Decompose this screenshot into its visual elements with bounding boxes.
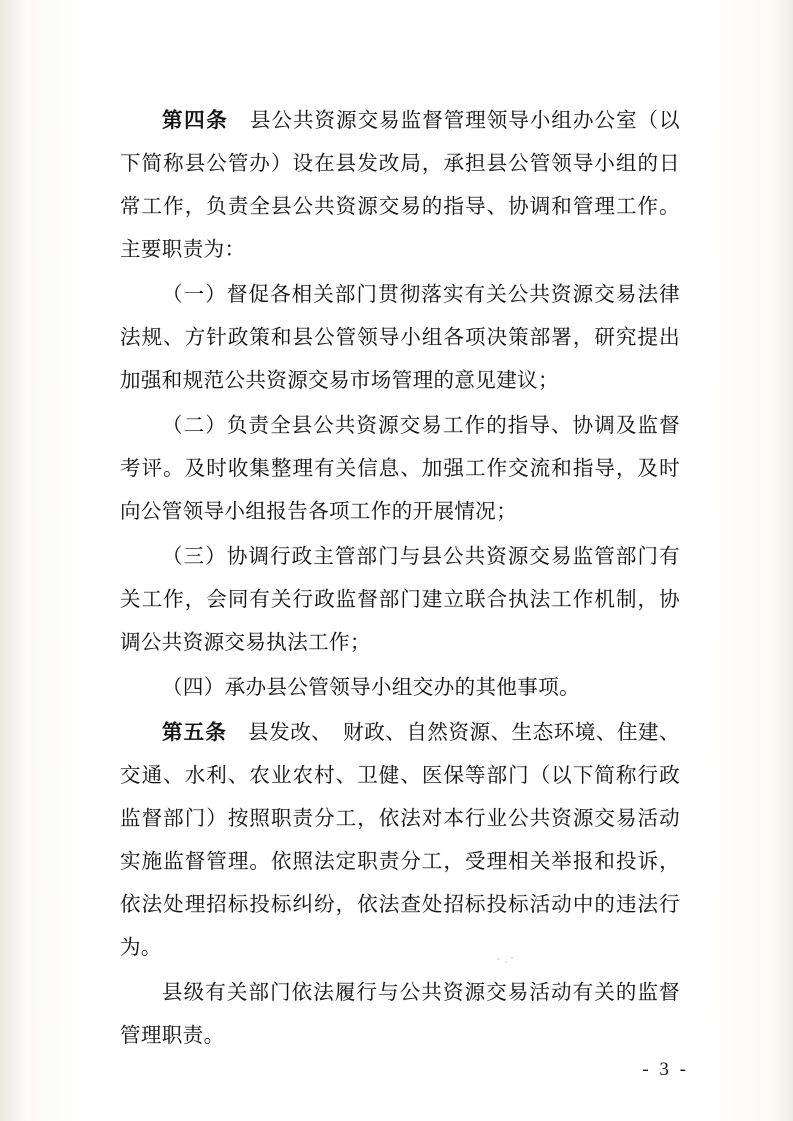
scan-speck — [497, 958, 500, 960]
paragraph-article-5-sub — [120, 972, 680, 1058]
paragraph-item-4 — [120, 667, 680, 710]
article-text-5-sub: 县级有关部门依法履行与公共资源交易活动有关的监督管理职责。 — [120, 982, 680, 1047]
article-text-5: 县发改、 财政、自然资源、生态环境、住建、交通、水利、农业农村、卫健、医保等部门（以下简称行政监督部门）按照职责分工，依法对本行业公共资源交易活动实施监督管理。依照法定职责分工，受理相关举报和投诉，依法处理招标投标纠纷，依法查处招标投标活动中的违法行为。 — [120, 722, 680, 959]
paragraph-item-1 — [120, 274, 680, 403]
paragraph-item-2 — [120, 405, 680, 534]
scan-speck — [511, 957, 513, 959]
document-body — [120, 100, 680, 1060]
article-label-5: 第五条 — [162, 722, 227, 744]
item-text-3: （三）协调行政主管部门与县公共资源交易监管部门有关工作，会同有关行政监督部门建立联合执法工作机制，协调公共资源交易执法工作； — [120, 546, 680, 654]
paragraph-article-4 — [120, 100, 680, 272]
item-text-4: （四）承办县公管领导小组交办的其他事项。 — [162, 677, 580, 699]
page-right-edge-shadow — [773, 0, 793, 1121]
scan-speck — [505, 961, 507, 963]
article-label-4: 第四条 — [162, 110, 229, 132]
page-number: - 3 - — [642, 1059, 689, 1080]
article-text-4: 县公共资源交易监督管理领导小组办公室（以下简称县公管办）设在县发改局，承担县公管领导小组的日常工作，负责全县公共资源交易的指导、协调和管理工作。主要职责为： — [120, 110, 680, 261]
item-text-2: （二）负责全县公共资源交易工作的指导、协调及监督考评。及时收集整理有关信息、加强工作交流和指导，及时向公管领导小组报告各项工作的开展情况； — [120, 415, 680, 523]
page-left-edge-shadow — [0, 0, 26, 1121]
item-text-1: （一）督促各相关部门贯彻落实有关公共资源交易法律法规、方针政策和县公管领导小组各项决策部署，研究提出加强和规范公共资源交易市场管理的意见建议； — [120, 284, 680, 392]
paragraph-item-3 — [120, 536, 680, 665]
paragraph-article-5 — [120, 712, 680, 970]
